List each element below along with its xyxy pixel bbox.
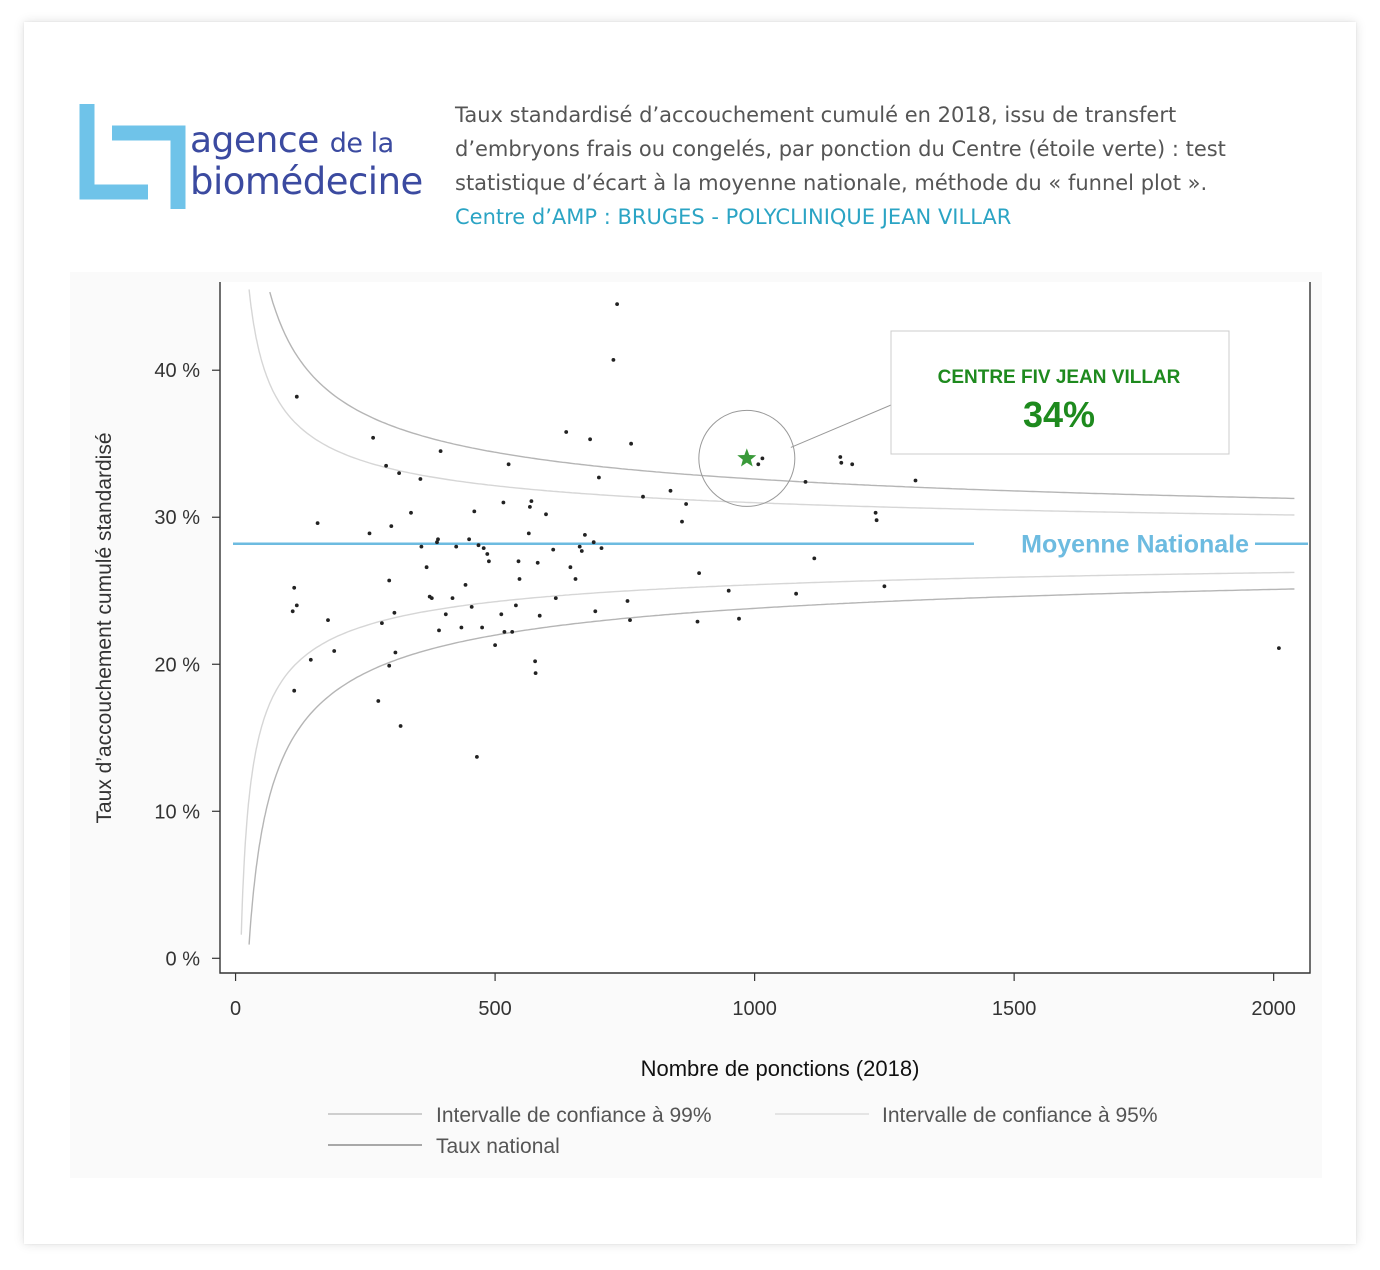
data-point — [384, 464, 388, 468]
data-point — [292, 689, 296, 693]
data-point — [914, 479, 918, 483]
data-point — [309, 658, 313, 662]
data-point — [536, 561, 540, 565]
x-tick-label: 2000 — [1251, 998, 1296, 1020]
legend-label-national: Taux national — [436, 1135, 560, 1158]
data-point — [510, 630, 514, 634]
data-point — [399, 724, 403, 728]
data-point — [425, 565, 429, 569]
data-point — [574, 577, 578, 581]
data-point — [697, 571, 701, 575]
logo-text-line-2: biomédecine — [190, 160, 423, 203]
data-point — [874, 511, 878, 515]
data-point — [626, 599, 630, 603]
data-point — [514, 604, 518, 608]
data-point — [583, 533, 587, 537]
data-point — [588, 437, 592, 441]
data-point — [628, 618, 632, 622]
data-point — [380, 621, 384, 625]
data-point — [544, 512, 548, 516]
y-tick-label: 0 % — [165, 948, 200, 971]
data-point — [437, 629, 441, 633]
data-point — [394, 651, 398, 655]
data-point — [534, 671, 538, 675]
data-point — [592, 540, 596, 544]
data-point — [387, 664, 391, 668]
data-point — [444, 612, 448, 616]
x-tick-label: 0 — [230, 998, 242, 1020]
data-point — [578, 545, 582, 549]
data-point — [600, 546, 604, 550]
data-point — [794, 592, 798, 596]
data-point — [527, 532, 531, 536]
x-tick-label: 500 — [478, 998, 512, 1020]
data-point — [839, 461, 843, 465]
data-point — [326, 618, 330, 622]
data-point — [883, 584, 887, 588]
data-point — [629, 442, 633, 446]
national-mean-label: Moyenne Nationale — [1021, 530, 1249, 559]
data-point — [756, 462, 760, 466]
data-point — [507, 462, 511, 466]
data-point — [371, 436, 375, 440]
data-point — [850, 462, 854, 466]
data-point — [812, 557, 816, 561]
data-point — [439, 449, 443, 453]
y-tick-label: 30 % — [154, 507, 200, 530]
data-point — [804, 480, 808, 484]
data-point — [502, 501, 506, 505]
data-point — [470, 605, 474, 609]
data-point — [393, 611, 397, 615]
data-point — [875, 518, 879, 522]
data-point — [615, 302, 619, 306]
data-point — [460, 626, 464, 630]
data-point — [669, 489, 673, 493]
data-point — [493, 643, 497, 647]
data-point — [419, 477, 423, 481]
data-point — [376, 699, 380, 703]
data-point — [409, 511, 413, 515]
data-point — [499, 612, 503, 616]
legend-label-ci99: Intervalle de confiance à 99% — [436, 1104, 712, 1127]
data-point — [332, 649, 336, 653]
callout-title: CENTRE FIV JEAN VILLAR — [937, 367, 1181, 388]
data-point — [530, 499, 534, 503]
data-point — [517, 559, 521, 563]
data-point — [389, 524, 393, 528]
data-point — [482, 546, 486, 550]
data-point — [397, 471, 401, 475]
data-point — [503, 630, 507, 634]
data-point — [487, 559, 491, 563]
data-point — [316, 521, 320, 525]
data-point — [387, 579, 391, 583]
y-axis-title: Taux d’accouchement cumulé standardisé — [93, 432, 116, 824]
data-point — [451, 596, 455, 600]
data-point — [1277, 646, 1281, 650]
data-point — [761, 457, 765, 461]
data-point — [291, 609, 295, 613]
data-point — [295, 395, 299, 399]
data-point — [528, 505, 532, 509]
data-point — [564, 430, 568, 434]
callout-box — [891, 331, 1229, 454]
data-point — [696, 620, 700, 624]
x-tick-label: 1500 — [991, 998, 1037, 1020]
data-point — [454, 545, 458, 549]
data-point — [292, 586, 296, 590]
data-point — [551, 548, 555, 552]
data-point — [472, 510, 476, 514]
data-point — [430, 596, 434, 600]
data-point — [538, 614, 542, 618]
x-tick-label: 1000 — [732, 998, 777, 1020]
data-point — [477, 543, 481, 547]
center-name: Centre d’AMP : BRUGES - POLYCLINIQUE JEAN VILLAR — [455, 205, 1012, 229]
data-point — [485, 552, 489, 556]
data-point — [737, 617, 741, 621]
data-point — [518, 577, 522, 581]
data-point — [464, 583, 468, 587]
data-point — [680, 520, 684, 524]
data-point — [641, 495, 645, 499]
data-point — [554, 596, 558, 600]
data-point — [368, 532, 372, 536]
data-point — [480, 626, 484, 630]
data-point — [580, 549, 584, 553]
data-point — [569, 565, 573, 569]
y-tick-label: 40 % — [154, 360, 200, 383]
callout-value: 34% — [1022, 394, 1096, 435]
data-point — [838, 455, 842, 459]
legend-label-ci95: Intervalle de confiance à 95% — [882, 1104, 1158, 1127]
data-point — [727, 589, 731, 593]
data-point — [475, 755, 479, 759]
data-point — [612, 358, 616, 362]
logo-word-de-la: de la — [329, 128, 394, 159]
data-point — [467, 537, 471, 541]
data-point — [593, 609, 597, 613]
y-tick-label: 10 % — [154, 801, 200, 824]
x-axis-title: Nombre de ponctions (2018) — [640, 1056, 920, 1081]
logo-word-agence: agence — [190, 120, 319, 161]
data-point — [684, 502, 688, 506]
description-text: Taux standardisé d’accouchement cumulé en 2018, issu de transfert d’embryons frais ou congelés, par ponction du Centre (étoile verte) : test statistique d’écart à la moyenne nationale, méthode du « funnel plot ». — [455, 103, 1226, 195]
data-point — [295, 604, 299, 608]
data-point — [533, 659, 537, 663]
data-point — [436, 537, 440, 541]
data-point — [420, 545, 424, 549]
data-point — [597, 476, 601, 480]
y-tick-label: 20 % — [154, 654, 200, 677]
